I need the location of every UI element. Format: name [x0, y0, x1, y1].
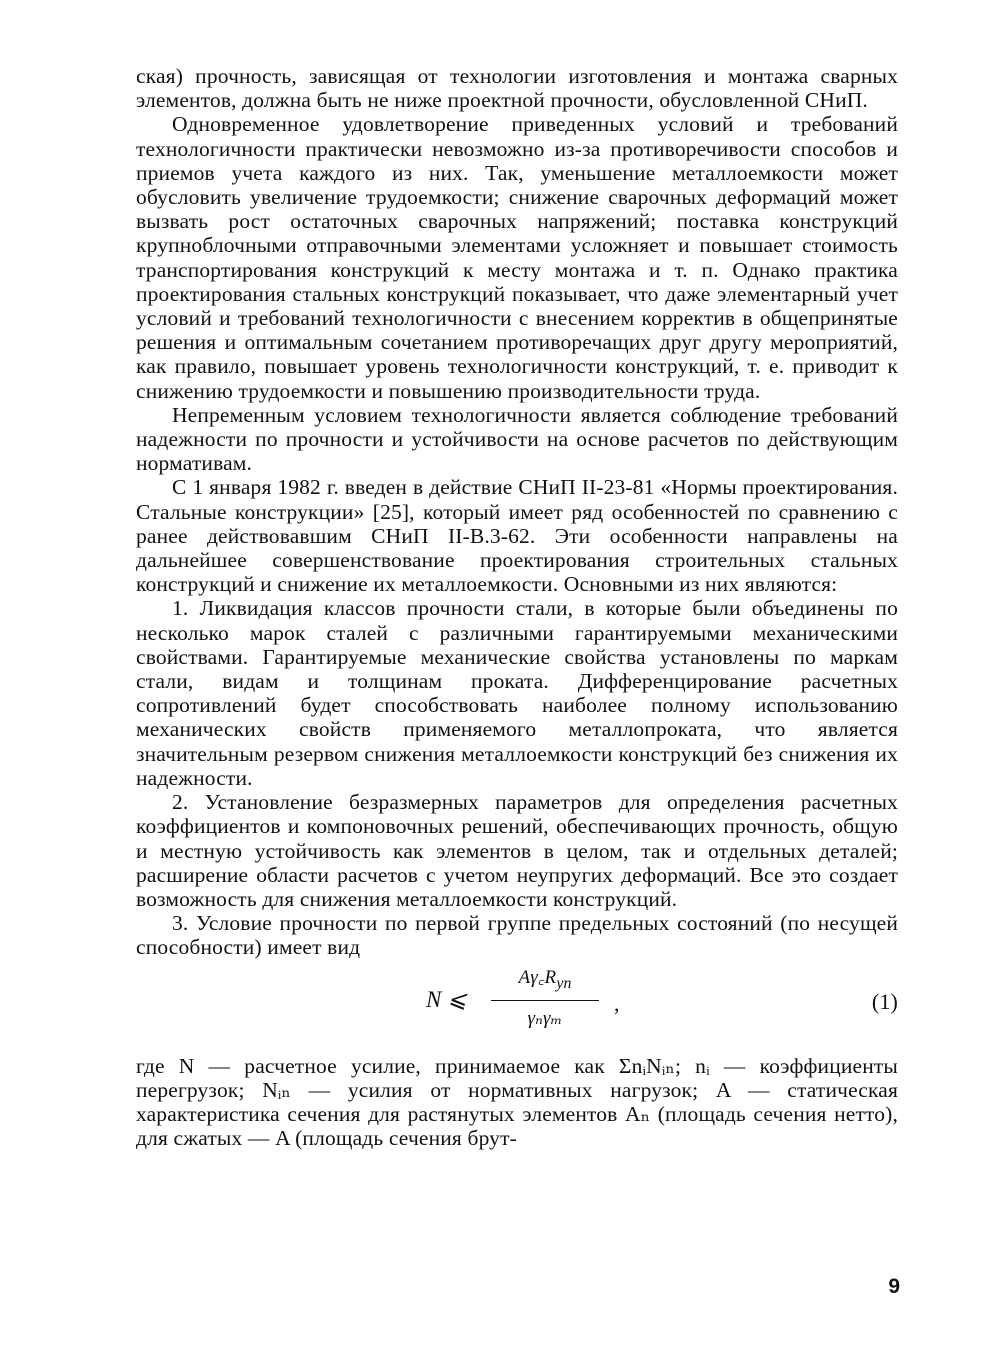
paragraph-after-formula: где N — расчетное усилие, принимаемое как ΣnᵢNᵢₙ; nᵢ — коэффициенты перегрузок; Nᵢₙ — усилия от нормативных нагрузок; A — статическая характеристика сечения для растянутых элементов Aₙ (площадь сечения нетто), для сжатых — A (площадь сечения брут- [136, 1053, 898, 1151]
formula-denominator: γₙγₘ [527, 1007, 563, 1029]
page-number: 9 [888, 1275, 900, 1298]
paragraph-4: С 1 января 1982 г. введен в действие СНиП II-23-81 «Нормы проектирования. Стальные конструкции» [25], который имеет ряд особенностей по сравнению с ранее действовавшим СНиП II-В.3-62. Эти особенности направлены на дальнейшее совершенствование проектирования строительных стальных конструкций и снижение их металлоемкости. Основными из них являются: [136, 475, 898, 597]
formula-numerator-sub: yn [556, 974, 572, 992]
formula-numerator: $A\gamma꜀R_{yn}$ [518, 966, 572, 992]
equation-number: (1) [871, 988, 898, 1014]
paragraph-1: ская) прочность, зависящая от технологии изготовления и монтажа сварных элементов, должна быть не ниже проектной прочности, обусловленной СНиП. [136, 64, 898, 113]
paragraph-2: Одновременное удовлетворение приведенных условий и требований технологичности практически невозможно из-за противоречивости способов и приемов учета каждого из них. Так, уменьшение металлоемкости может обусловить увеличение трудоемкости; снижение сварочных деформаций может вызвать рост остаточных сварочных напряжений; поставка конструкций крупноблочными отправочными элементами усложняет и повышает стоимость транспортирования конструкций к месту монтажа и т. п. Однако практика проектирования стальных конструкций показывает, что даже элементарный учет условий и требований технологичности с внесением корректив в общепринятые решения и оптимальным сочетанием противоречащих друг другу мероприятий, как правило, повышает уровень технологичности конструкций, т. е. приводит к снижению трудоемкости и повышению производительности труда. [136, 112, 898, 403]
list-item-2: 2. Установление безразмерных параметров для определения расчетных коэффициентов и компоновочных решений, обеспечивающих прочность, общую и местную устойчивость как элементов в целом, так и отдельных деталей; расширение области расчетов с учетом неупругих деформаций. Все это создает возможность для снижения металлоемкости конструкций. [136, 790, 898, 911]
list-item-3: 3. Условие прочности по первой группе предельных состояний (по несущей способности) имеет вид [136, 911, 898, 960]
formula-fraction [491, 966, 599, 1031]
body-text [136, 64, 898, 1150]
formula-lhs: N ⩽ [426, 986, 467, 1012]
formula-comma: , [614, 990, 620, 1016]
formula-1 [136, 964, 898, 1052]
paragraph-3: Непременным условием технологичности является соблюдение требований надежности по прочности и устойчивости на основе расчетов по действующим нормативам. [136, 402, 898, 476]
list-item-1: 1. Ликвидация классов прочности стали, в которые были объединены по несколько марок сталей с различными гарантируемыми механическими свойствами. Гарантируемые механические свойства установлены по маркам стали, видам и толщинам проката. Дифференцирование расчетных сопротивлений будет способствовать наиболее полному использованию механических свойств применяемого металлопроката, что является значительным резервом снижения металлоемкости конструкций без снижения их надежности. [136, 596, 898, 790]
